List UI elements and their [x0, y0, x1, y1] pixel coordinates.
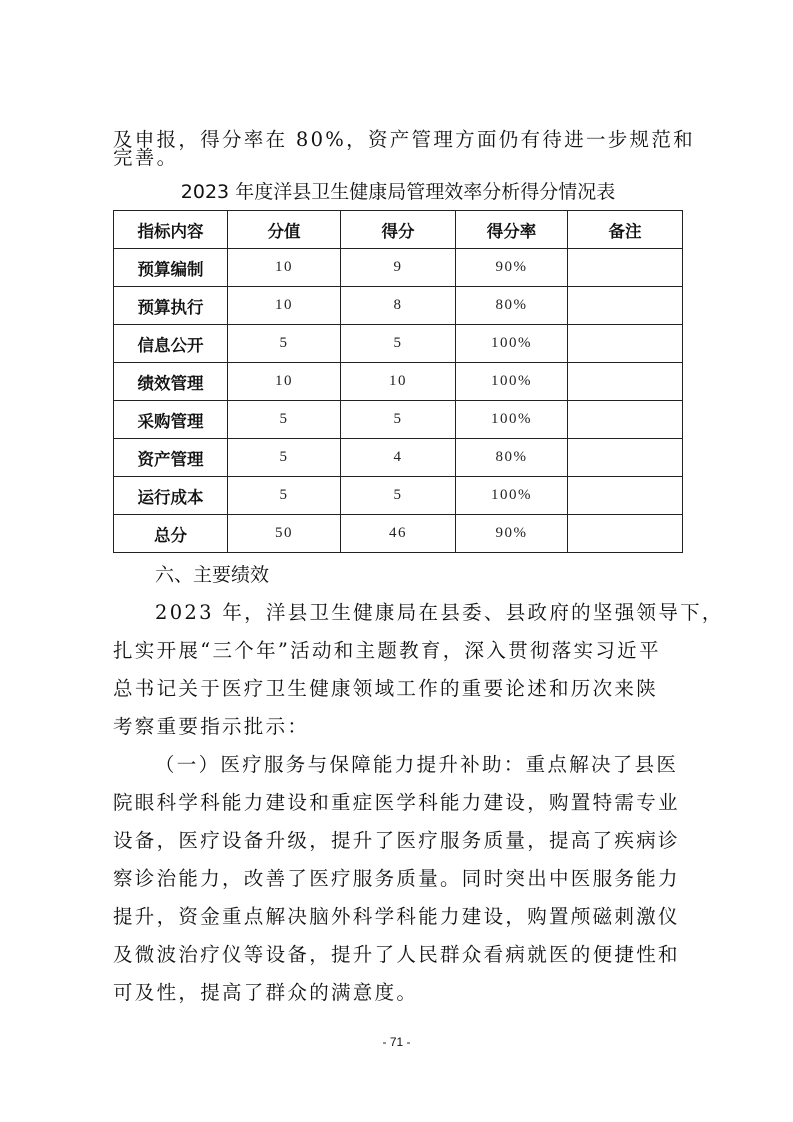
score-table — [113, 210, 683, 553]
cell-max: 10 — [228, 249, 341, 287]
table-total-row — [114, 515, 683, 553]
cell-item: 资产管理 — [114, 439, 228, 477]
para2-line-1: （一）医疗服务与保障能力提升补助：重点解决了县医 — [155, 753, 679, 776]
para2-line-3: 设备，医疗设备升级，提升了医疗服务质量，提高了疾病诊 — [113, 829, 680, 852]
table-row — [114, 401, 683, 439]
cell-note — [568, 325, 683, 363]
cell-note — [568, 439, 683, 477]
table-row — [114, 249, 683, 287]
table-row — [114, 477, 683, 515]
para1-line-2: 扎实开展“三个年”活动和主题教育，深入贯彻落实习近平 — [113, 639, 661, 662]
header-max: 分值 — [228, 211, 341, 249]
cell-max: 10 — [228, 287, 341, 325]
cell-max: 5 — [228, 401, 341, 439]
cell-score: 46 — [341, 515, 456, 553]
para1-line-4: 考察重要指示批示： — [113, 715, 310, 738]
header-note: 备注 — [568, 211, 683, 249]
table-row — [114, 325, 683, 363]
para2-line-5: 提升，资金重点解决脑外科学科能力建设，购置颅磁刺激仪 — [113, 905, 680, 928]
cell-rate: 100% — [456, 363, 568, 401]
cell-item: 采购管理 — [114, 401, 228, 439]
cell-item: 预算执行 — [114, 287, 228, 325]
intro-line-1: 及申报，得分率在 80%，资产管理方面仍有待进一步规范和 — [113, 128, 695, 151]
cell-score: 10 — [341, 363, 456, 401]
cell-note — [568, 515, 683, 553]
para1-line-1: 2023 年，洋县卫生健康局在县委、县政府的坚强领导下， — [155, 601, 724, 624]
para2-line-2: 院眼科学科能力建设和重症医学科能力建设，购置特需专业 — [113, 791, 680, 814]
cell-score: 9 — [341, 249, 456, 287]
cell-rate: 100% — [456, 325, 568, 363]
header-rate: 得分率 — [456, 211, 568, 249]
cell-item: 信息公开 — [114, 325, 228, 363]
cell-item: 预算编制 — [114, 249, 228, 287]
page-number: - 71 - — [382, 1035, 411, 1049]
para2-line-4: 察诊治能力，改善了医疗服务质量。同时突出中医服务能力 — [113, 867, 680, 890]
cell-score: 5 — [341, 477, 456, 515]
cell-rate: 80% — [456, 287, 568, 325]
intro-line-2: 完善。 — [113, 146, 179, 169]
table-row — [114, 439, 683, 477]
cell-item: 总分 — [114, 515, 228, 553]
cell-max: 10 — [228, 363, 341, 401]
cell-item: 运行成本 — [114, 477, 228, 515]
cell-rate: 80% — [456, 439, 568, 477]
cell-score: 4 — [341, 439, 456, 477]
cell-max: 5 — [228, 477, 341, 515]
header-score: 得分 — [341, 211, 456, 249]
cell-note — [568, 287, 683, 325]
cell-rate: 100% — [456, 477, 568, 515]
section-heading: 六、主要绩效 — [155, 564, 270, 586]
cell-score: 8 — [341, 287, 456, 325]
header-item: 指标内容 — [114, 211, 228, 249]
cell-note — [568, 249, 683, 287]
cell-score: 5 — [341, 401, 456, 439]
para2-line-7: 可及性，提高了群众的满意度。 — [113, 981, 419, 1004]
cell-max: 5 — [228, 439, 341, 477]
cell-rate: 100% — [456, 401, 568, 439]
table-title: 2023 年度洋县卫生健康局管理效率分析得分情况表 — [180, 181, 616, 203]
para1-line-3: 总书记关于医疗卫生健康领域工作的重要论述和历次来陕 — [113, 677, 659, 700]
cell-max: 5 — [228, 325, 341, 363]
cell-rate: 90% — [456, 249, 568, 287]
table-header-row — [114, 211, 683, 249]
cell-rate: 90% — [456, 515, 568, 553]
cell-note — [568, 401, 683, 439]
table-row — [114, 363, 683, 401]
cell-item: 绩效管理 — [114, 363, 228, 401]
table-row — [114, 287, 683, 325]
cell-note — [568, 363, 683, 401]
para2-line-6: 及微波治疗仪等设备，提升了人民群众看病就医的便捷性和 — [113, 943, 680, 966]
cell-note — [568, 477, 683, 515]
cell-score: 5 — [341, 325, 456, 363]
cell-max: 50 — [228, 515, 341, 553]
